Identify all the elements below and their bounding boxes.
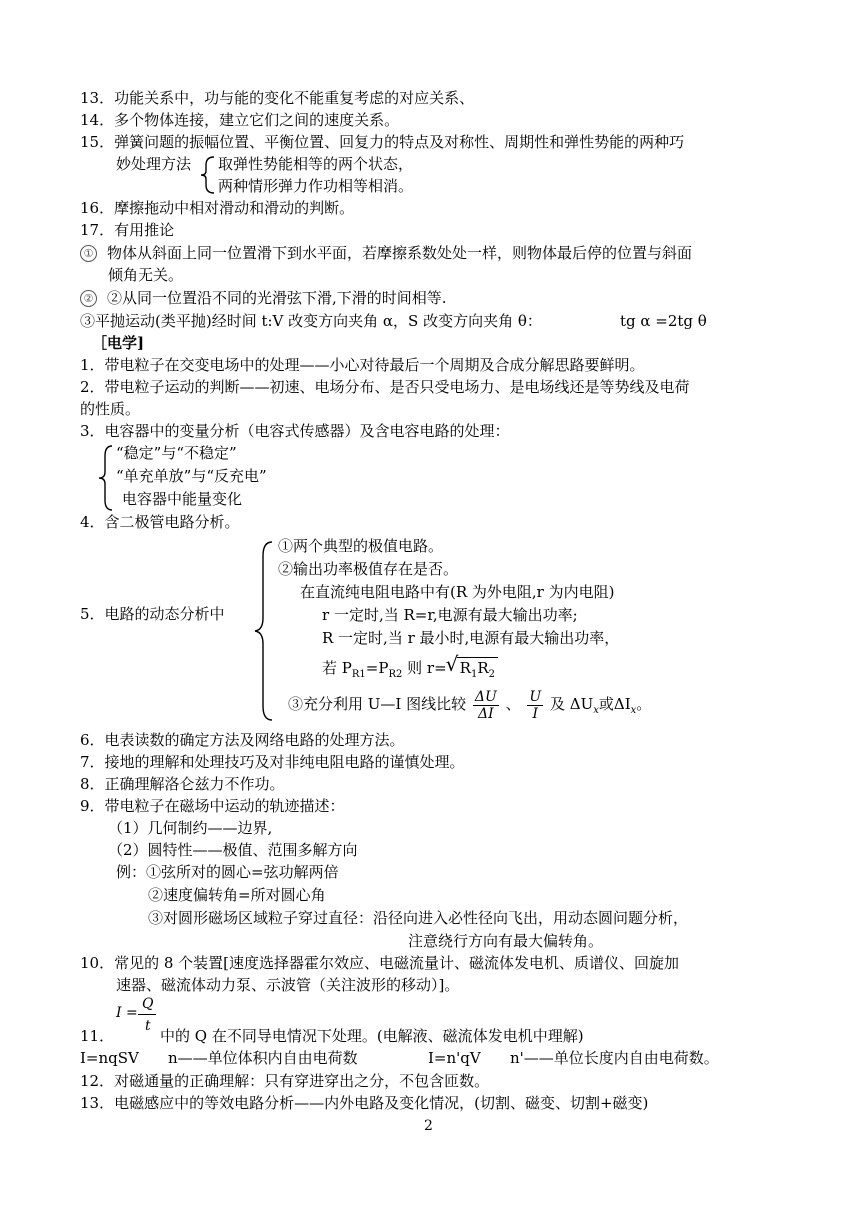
current-formula-t: t: [145, 1018, 151, 1034]
item-17-2-text: ②从同一位置沿不同的光滑弦下滑,下滑的时间相等.: [107, 289, 447, 307]
item-13: 13．功能关系中，功与能的变化不能重复考虑的对应关系、: [80, 89, 475, 107]
elec-item-5-a: ①两个典型的极值电路。: [278, 537, 444, 555]
elec-item-10-cont: 速器、磁流体动力泵、示波管（关注波形的移动）]。: [116, 976, 460, 994]
elec-item-3: 3．电容器中的变量分析（电容式传感器）及含电容电路的处理：: [80, 422, 510, 440]
current-formula-q: Q: [142, 996, 154, 1012]
elec-item-5-e: R 一定时,当 r 最小时,电源有最大输出功率，: [322, 629, 620, 647]
elec-item-7: 7．接地的理解和处理技巧及对非纯电阻电路的谨慎处理。: [80, 753, 465, 771]
current-formula-1-note: n——单位体积内自由电荷数: [168, 1049, 358, 1067]
item-15-option-1: 取弹性势能相等的两个状态，: [218, 155, 414, 173]
item-17-3-formula: tg α =2tg θ: [620, 312, 707, 330]
elec-item-13: 13．电磁感应中的等效电路分析——内外电路及变化情况，(切割、磁变、切割+磁变): [80, 1094, 649, 1112]
elec-item-5-f: 若 $P_{R1}=P_{R2}$ 则 r=√ $R_1R_2$: [322, 657, 498, 685]
elec-item-6: 6．电表读数的确定方法及网络电路的处理方法。: [80, 731, 405, 749]
elec-item-5-b: ②输出功率极值存在是否。: [278, 560, 459, 578]
circled-two-icon: ②: [80, 290, 97, 307]
elec-item-11: 中的 Q 在不同导电情况下处理。(电解液、磁流体发电机中理解): [160, 1027, 584, 1045]
elec-item-11-num: 11．: [80, 1027, 115, 1045]
item-15: 15．弹簧问题的振幅位置、平衡位置、回复力的特点及对称性、周期性和弹性势能的两种巧: [80, 133, 685, 151]
item-15-cont: 妙处理方法: [116, 155, 192, 173]
item-17: 17．有用推论: [80, 221, 175, 239]
elec-item-3-a: “稳定”与“不稳定”: [116, 444, 237, 462]
elec-item-9-2: （2）圆特性——极值、范围多解方向: [108, 841, 358, 859]
fraction-bar: [138, 1014, 156, 1015]
sqrt-expression: √ $R_1R_2$: [457, 657, 498, 685]
elec-item-8: 8．正确理解洛仑兹力不作功。: [80, 775, 285, 793]
item-17-3: ③平抛运动(类平抛)经时间 t:V 改变方向夹角 α，S 改变方向夹角 θ：: [80, 312, 542, 330]
current-formula-2: I=n'qV: [428, 1049, 481, 1067]
elec-item-9-1: （1）几何制约——边界,: [108, 819, 273, 837]
elec-item-1: 1．带电粒子在交变电场中的处理——小心对待最后一个周期及合成分解思路要鲜明。: [80, 356, 645, 374]
elec-item-9-ex: 例：①弦所对的圆心=弦功解两倍: [116, 863, 339, 881]
elec-item-5-c: 在直流纯电阻电路中有(R 为外电阻,r 为内电阻): [300, 583, 615, 601]
elec-item-3-b: “单充单放”与“反充电”: [116, 467, 267, 485]
elec-item-12: 12．对磁通量的正确理解：只有穿进穿出之分，不包含匝数。: [80, 1072, 490, 1090]
section-title: ［电学]: [92, 334, 145, 352]
elec-item-5-g: ③充分利用 U—I 图线比较 $\frac{\Delta U}{\Delta I}$ 、 $\frac{U}{I}$ 及 $\Delta U_x$或$\Delta I_x$。: [288, 688, 652, 722]
elec-item-9-ex3: ③对圆形磁场区域粒子穿过直径：沿径向进入必性径向飞出，用动态圆问题分析，: [148, 909, 689, 927]
item-15-option-2: 两种情形弹力作功相等相消。: [218, 177, 414, 195]
elec-item-4: 4．含二极管电路分析。: [80, 513, 240, 531]
elec-item-5: 5．电路的动态分析中: [80, 605, 225, 623]
circled-one-icon: ①: [80, 245, 97, 262]
fraction: $\frac{\Delta U}{\Delta I}$: [474, 688, 497, 722]
item-17-1: [80, 243, 692, 264]
item-16: 16．摩擦拖动中相对滑动和滑动的判断。: [80, 199, 355, 217]
elec-item-9: 9．带电粒子在磁场中运动的轨迹描述：: [80, 797, 345, 815]
brace-icon: [254, 540, 274, 722]
elec-item-5-d: r 一定时,当 R=r,电源有最大输出功率;: [322, 606, 578, 624]
elec-item-3-c: 电容器中能量变化: [122, 490, 243, 508]
item-17-1-cont: 倾角无关。: [108, 266, 184, 284]
elec-item-2-cont: 的性质。: [80, 400, 141, 418]
elec-item-9-ex3-cont: 注意绕行方向有最大偏转角。: [408, 932, 604, 950]
current-formula-lhs: I =: [116, 1005, 138, 1021]
page-number: 2: [424, 1118, 433, 1134]
fraction: $\frac{U}{I}$: [529, 688, 542, 722]
item-14: 14．多个物体连接，建立它们之间的速度关系。: [80, 111, 400, 129]
current-formula-1: I=nqSV: [80, 1049, 139, 1067]
brace-icon: [98, 444, 114, 512]
item-17-2: [80, 288, 447, 309]
elec-item-10: 10．常见的 8 个装置[速度选择器霍尔效应、电磁流量计、磁流体发电机、质谱仪、回旋加: [80, 954, 680, 972]
item-17-1-text: 物体从斜面上同一位置滑下到水平面，若摩擦系数处处一样，则物体最后停的位置与斜面: [107, 244, 693, 262]
elec-item-2: 2．带电粒子运动的判断——初速、电场分布、是否只受电场力、是电场线还是等势线及电荷: [80, 378, 690, 396]
brace-icon: [200, 155, 216, 195]
elec-item-9-ex2: ②速度偏转角=所对圆心角: [148, 886, 326, 904]
current-formula-2-note: n'——单位长度内自由电荷数。: [510, 1049, 719, 1067]
